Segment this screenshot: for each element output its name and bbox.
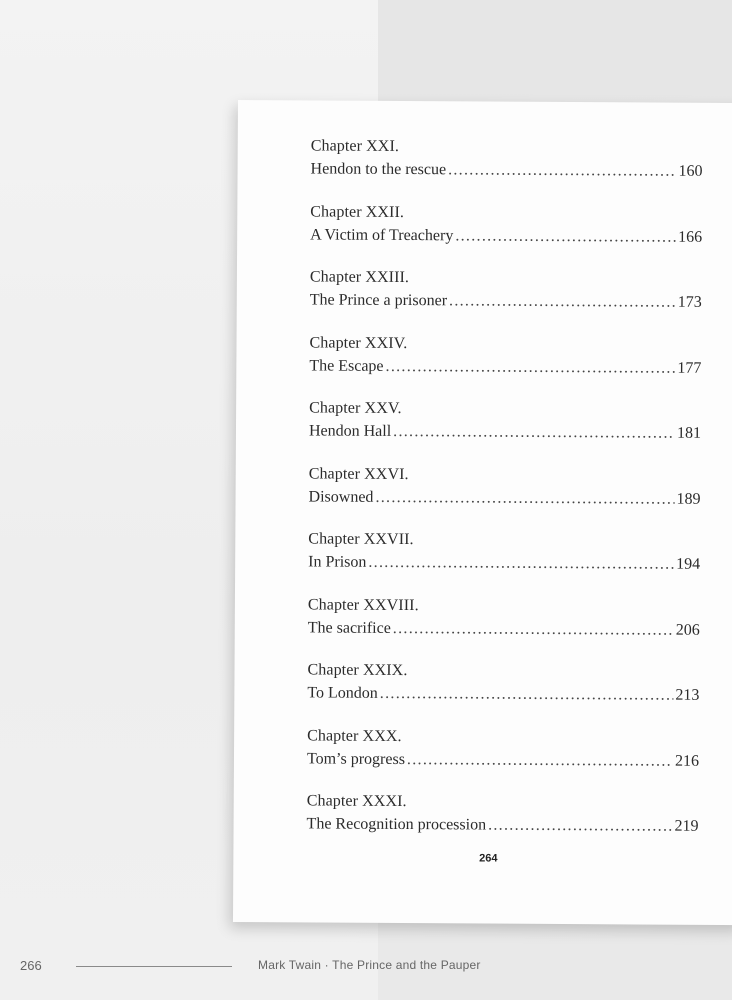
toc-entry: [308, 463, 700, 531]
dot-leader: [488, 814, 673, 839]
toc-title-line: [309, 485, 701, 511]
toc-title-line: [307, 747, 699, 773]
chapter-label: Chapter XXVII.: [308, 530, 414, 549]
chapter-label: Chapter XXV.: [309, 399, 402, 418]
chapter-label: Chapter XXVI.: [308, 464, 409, 483]
chapter-title: Disowned: [308, 487, 374, 506]
toc-title-line: [311, 157, 703, 183]
dot-leader: [368, 551, 674, 577]
toc-title-line: [310, 288, 702, 314]
chapter-page-number: 219: [674, 817, 699, 835]
chapter-page-number: 206: [675, 621, 700, 639]
dot-leader: [393, 616, 674, 642]
chapter-title: Hendon Hall: [308, 422, 392, 440]
chapter-label: Chapter XXIX.: [307, 661, 408, 680]
chapter-title: The Recognition procession: [306, 815, 487, 834]
dot-leader: [375, 485, 674, 511]
chapter-page-number: 173: [677, 293, 702, 311]
dot-leader: [393, 420, 675, 446]
chapter-title: The Escape: [309, 356, 384, 375]
footer-page-number: 266: [20, 958, 42, 973]
toc-entry: [310, 266, 702, 334]
chapter-page-number: 166: [678, 228, 703, 246]
table-of-contents: [306, 135, 702, 858]
inner-page-number: 264: [479, 852, 498, 865]
toc-title-line: [309, 354, 701, 380]
dot-leader: [385, 354, 675, 380]
toc-title-line: [307, 812, 699, 838]
chapter-page-number: 160: [678, 162, 703, 180]
toc-entry: [307, 659, 699, 727]
toc-entry: [309, 332, 701, 400]
book-page: [233, 100, 732, 925]
chapter-title: The sacrifice: [307, 618, 391, 637]
chapter-label: Chapter XXXI.: [306, 792, 407, 811]
chapter-page-number: 177: [677, 359, 702, 377]
chapter-title: The Prince a prisoner: [309, 291, 448, 310]
chapter-title: Hendon to the rescue: [310, 160, 447, 179]
chapter-page-number: 216: [674, 752, 700, 770]
dot-leader: [455, 224, 676, 249]
footer-divider: [76, 966, 232, 967]
toc-title-line: [310, 223, 702, 249]
chapter-page-number: 213: [675, 686, 700, 704]
chapter-title: In Prison: [308, 553, 367, 571]
chapter-label: Chapter XXVIII.: [307, 595, 419, 614]
dot-leader: [407, 748, 673, 774]
toc-entry: [310, 135, 702, 203]
dot-leader: [448, 158, 677, 183]
chapter-title: Tom’s progress: [306, 749, 406, 768]
chapter-label: Chapter XXII.: [310, 202, 405, 221]
chapter-page-number: 181: [676, 424, 702, 442]
toc-entry: [308, 528, 700, 596]
footer-running-title: Mark Twain · The Prince and the Pauper: [258, 958, 481, 972]
chapter-title: To London: [307, 684, 378, 702]
toc-title-line: [308, 616, 700, 642]
toc-entry: [310, 201, 702, 269]
dot-leader: [449, 289, 676, 314]
toc-title-line: [308, 550, 700, 576]
chapter-page-number: 194: [676, 555, 701, 573]
toc-title-line: [309, 419, 701, 445]
chapter-label: Chapter XXIII.: [309, 268, 410, 287]
chapter-label: Chapter XXI.: [310, 137, 400, 155]
toc-entry: [307, 725, 699, 793]
chapter-title: A Victim of Treachery: [310, 225, 454, 244]
chapter-label: Chapter XXIV.: [309, 333, 408, 352]
dot-leader: [380, 682, 674, 708]
toc-entry: [308, 594, 700, 662]
toc-title-line: [307, 681, 699, 707]
toc-entry: [309, 397, 701, 465]
chapter-label: Chapter XXX.: [307, 726, 402, 745]
toc-entry: [306, 790, 698, 858]
chapter-page-number: 189: [676, 490, 701, 508]
